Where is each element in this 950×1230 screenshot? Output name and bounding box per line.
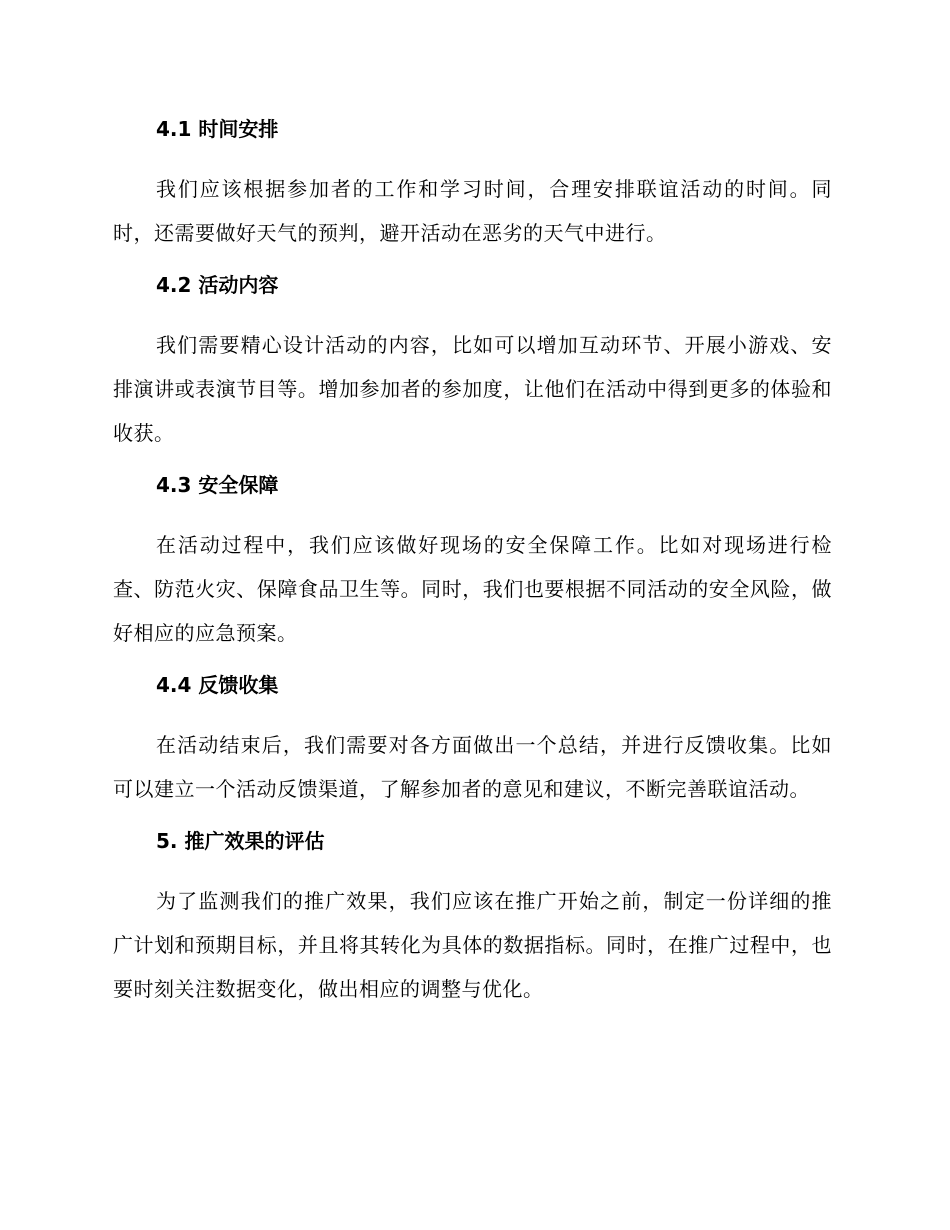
section-heading: 4.2 活动内容	[156, 273, 279, 297]
section-paragraph: 我们需要精心设计活动的内容，比如可以增加互动环节、开展小游戏、安排演讲或表演节目等。增加参加者的参加度，让他们在活动中得到更多的体验和收获。	[113, 333, 832, 445]
section-paragraph: 我们应该根据参加者的工作和学习时间，合理安排联谊活动的时间。同时，还需要做好天气的预判，避开活动在恶劣的天气中进行。	[113, 177, 832, 245]
section-paragraph: 为了监测我们的推广效果，我们应该在推广开始之前，制定一份详细的推广计划和预期目标，并且将其转化为具体的数据指标。同时，在推广过程中，也要时刻关注数据变化，做出相应的调整与优化。	[113, 889, 832, 1001]
section-paragraph: 在活动结束后，我们需要对各方面做出一个总结，并进行反馈收集。比如可以建立一个活动反馈渠道，了解参加者的意见和建议，不断完善联谊活动。	[113, 733, 832, 801]
section-feedback	[113, 669, 832, 811]
section-safety	[113, 469, 832, 655]
section-evaluation	[113, 825, 832, 1011]
section-heading: 5. 推广效果的评估	[156, 829, 325, 853]
section-paragraph: 在活动过程中，我们应该做好现场的安全保障工作。比如对现场进行检查、防范火灾、保障食品卫生等。同时，我们也要根据不同活动的安全风险，做好相应的应急预案。	[113, 533, 832, 645]
section-heading: 4.1 时间安排	[156, 117, 279, 141]
section-heading: 4.3 安全保障	[156, 473, 279, 497]
section-activity-content	[113, 269, 832, 455]
section-time-arrangement	[113, 113, 832, 255]
section-heading: 4.4 反馈收集	[156, 673, 279, 697]
